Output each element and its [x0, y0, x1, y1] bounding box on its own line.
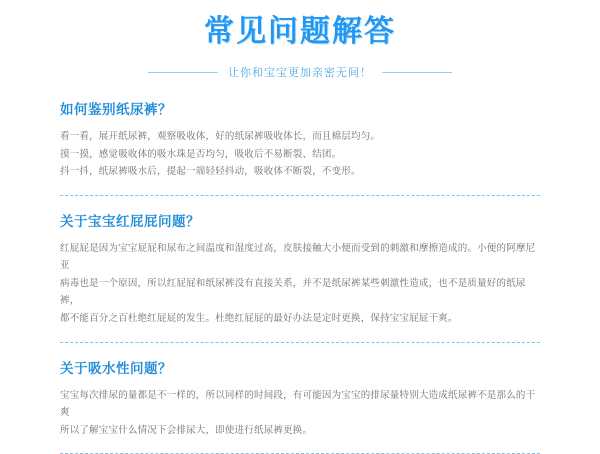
faq-question-title: 关于吸水性问题？: [60, 360, 172, 376]
faq-answer-line: 抖一抖，纸尿裤吸水后，提起一端轻轻抖动，吸收体不断裂，不变形。: [60, 166, 361, 178]
faq-answer-line: 摸一摸，感觉吸收体的吸水珠是否均匀，吸收后不易断裂、结团。: [60, 148, 342, 160]
faq-content: [0, 80, 600, 454]
section-divider: [60, 195, 540, 196]
faq-answer-line: 所以了解宝宝什么情况下会排尿大，即使进行纸尿裤更换。: [60, 424, 313, 436]
subtitle-left-rule: [148, 72, 218, 73]
faq-answer-line: 病毒也是一个原因，所以红屁屁和纸尿裤没有直接关系，并不是纸尿裤某些刺激性造成，也不是质量好的纸尿裤，: [60, 277, 526, 307]
faq-section: [60, 357, 540, 440]
faq-section: [60, 98, 540, 181]
faq-answer-line: 宝宝每次排尿的量都是不一样的，所以同样的时间段，有可能因为宝宝的排尿量特别大造成纸尿裤不是那么的干爽: [60, 389, 536, 419]
page-header: [0, 0, 600, 80]
faq-answer-line: 都不能百分之百杜绝红屁屁的发生。杜绝红屁屁的最好办法是定时更换，保持宝宝屁屁干爽。: [60, 312, 458, 324]
page-subtitle: 让你和宝宝更加亲密无间！: [228, 67, 372, 79]
subtitle-right-rule: [382, 72, 452, 73]
faq-question-title: 如何鉴别纸尿裤？: [60, 102, 172, 117]
faq-question-title: 关于宝宝红屁屁问题？: [60, 213, 200, 229]
subtitle-row: [0, 64, 600, 80]
section-divider: [60, 342, 540, 343]
faq-answer-body: [60, 128, 540, 181]
faq-answer-body: [60, 387, 540, 440]
faq-answer-body: [60, 240, 540, 328]
page-title: 常见问题解答: [204, 15, 396, 48]
faq-section: [60, 210, 540, 328]
faq-answer-line: 看一看，展开纸尿裤，观察吸收体，好的纸尿裤吸收体长，而且棉层均匀。: [60, 131, 381, 142]
faq-answer-line: 红屁屁是因为宝宝屁屁和尿布之间温度和湿度过高，皮肤接触大小便而受到的刺激和摩擦造成的。小便的阿摩尼亚: [60, 242, 536, 272]
